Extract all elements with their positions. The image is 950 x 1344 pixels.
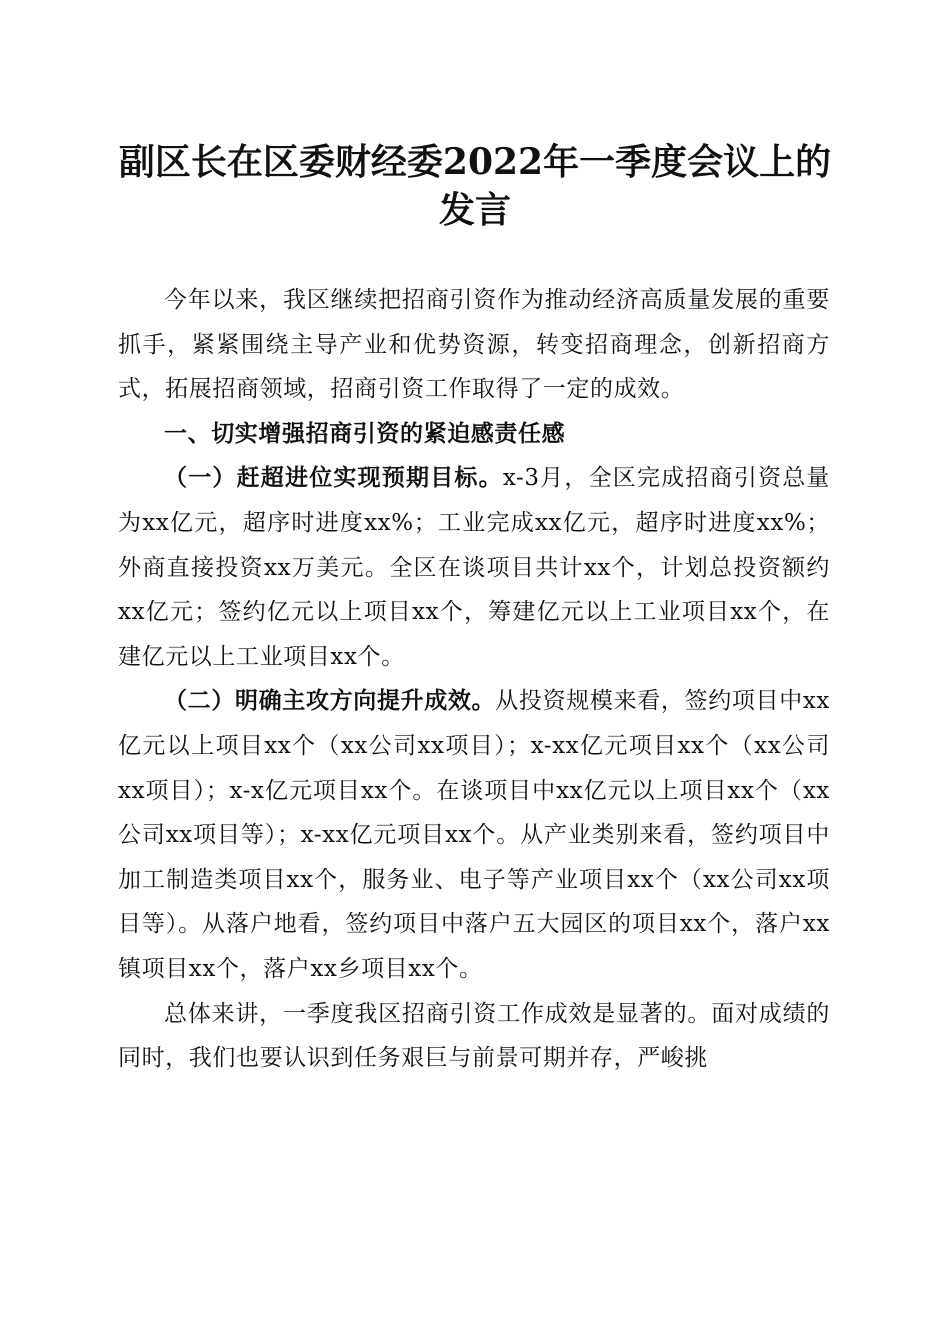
paragraph-subsection-1 bbox=[118, 456, 830, 679]
document-body bbox=[118, 278, 830, 1081]
subsection-text-2: 从投资规模来看，签约项目中xx亿元以上项目xx个（xx公司xx项目）；x-xx亿元项目xx个（xx公司xx项目）；x-x亿元项目xx个。在谈项目中xx亿元以上项目xx个（xx公司xx项目等）；x-xx亿元项目xx个。从产业类别来看，签约项目中加工制造类项目xx个，服务业、电子等产业项目xx个（xx公司xx项目等）。从落户地看，签约项目中落户五大园区的项目xx个，落户xx镇项目xx个，落户xx乡项目xx个。 bbox=[118, 688, 830, 982]
subsection-text-1: x-3月，全区完成招商引资总量为xx亿元，超序时进度xx%；工业完成xx亿元，超序时进度xx%；外商直接投资xx万美元。全区在谈项目共计xx个，计划总投资额约xx亿元；签约亿元以上项目xx个，筹建亿元以上工业项目xx个，在建亿元以上工业项目xx个。 bbox=[118, 465, 830, 670]
document-title: 副区长在区委财经委2022年一季度会议上的发言 bbox=[118, 141, 832, 231]
paragraph-intro: 今年以来，我区继续把招商引资作为推动经济高质量发展的重要抓手，紧紧围绕主导产业和优势资源，转变招商理念，创新招商方式，拓展招商领域，招商引资工作取得了一定的成效。 bbox=[118, 287, 830, 403]
section-heading-1: 一、切实增强招商引资的紧迫感责任感 bbox=[164, 420, 566, 447]
subsection-lead-2: （二）明确主攻方向提升成效。 bbox=[164, 687, 496, 715]
paragraph-subsection-2 bbox=[118, 679, 830, 991]
paragraph-summary: 总体来讲，一季度我区招商引资工作成效是显著的。面对成绩的同时，我们也要认识到任务艰巨与前景可期并存，严峻挑 bbox=[118, 1000, 830, 1072]
subsection-lead-1: （一）赶超进位实现预期目标。 bbox=[164, 464, 503, 492]
